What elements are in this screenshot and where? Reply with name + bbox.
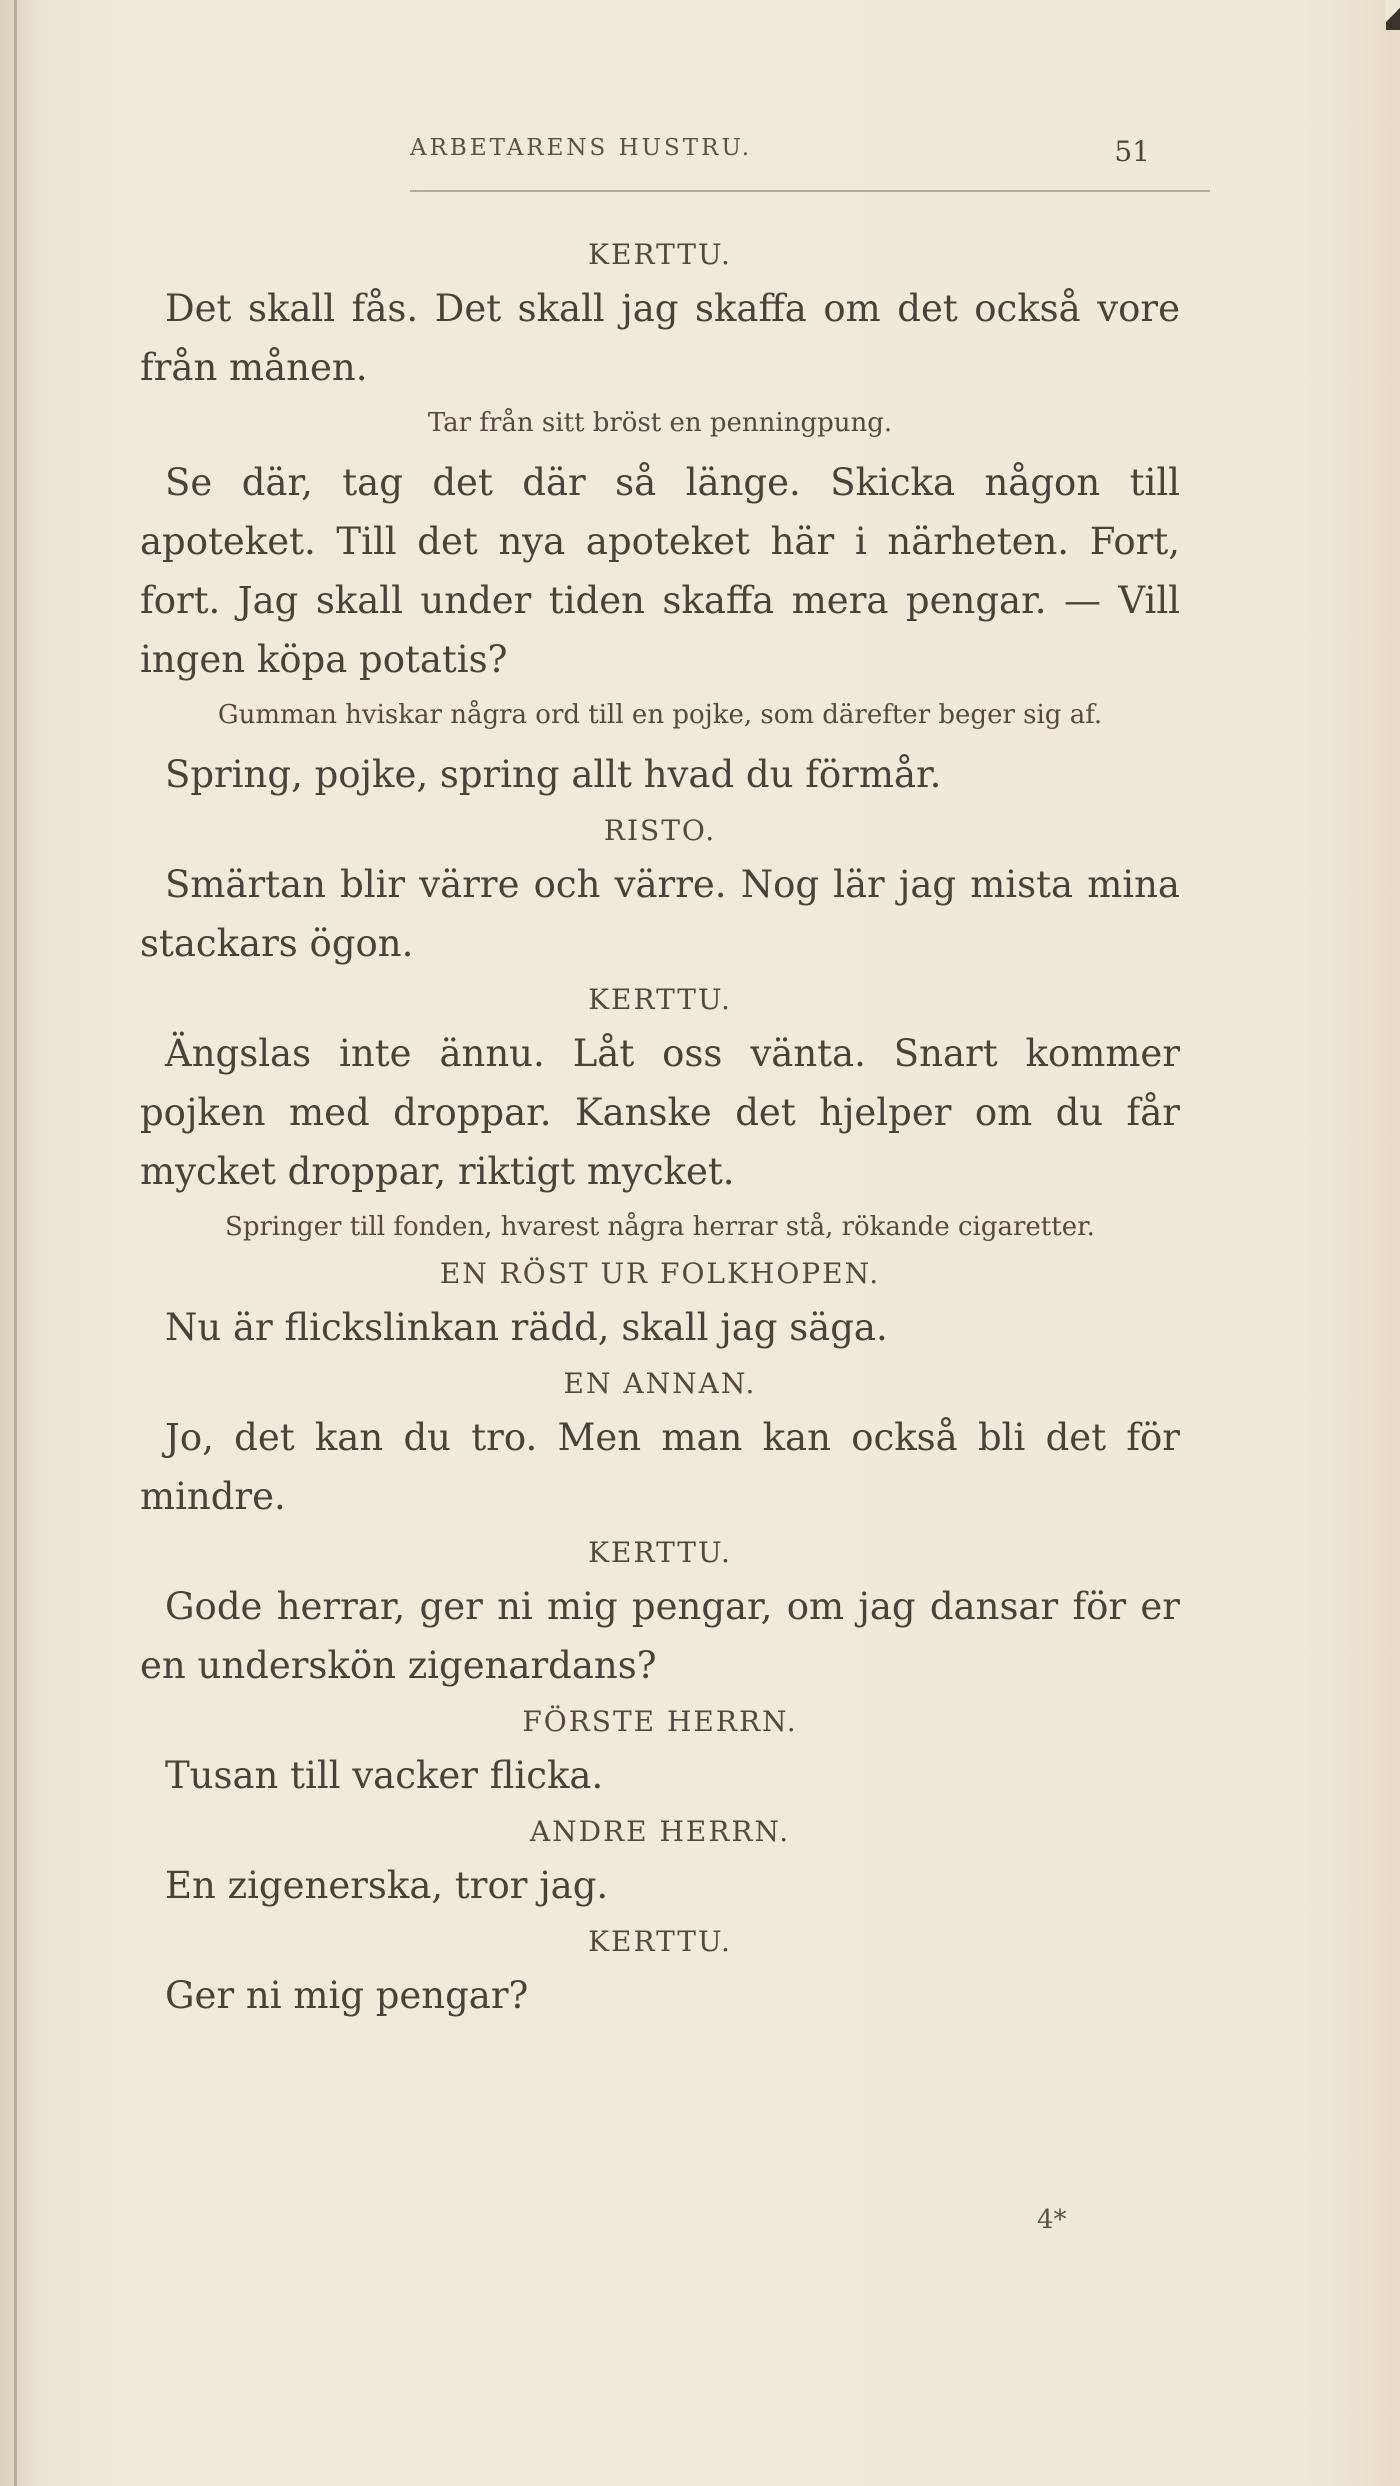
speech-text: Ängslas inte ännu. Låt oss vänta. Snart kommer pojken med droppar. Kanske det hjelper om du får mycket droppar, riktigt mycket.	[140, 1032, 1180, 1193]
speech-text: Spring, pojke, spring allt hvad du förmår.	[165, 753, 942, 796]
running-title: ARBETARENS HUSTRU.	[410, 135, 753, 161]
speech-text: Jo, det kan du tro. Men man kan också bli det för mindre.	[140, 1416, 1180, 1518]
speech-text: Tusan till vacker flicka.	[165, 1754, 604, 1797]
speaker-name: ANDRE HERRN.	[529, 1815, 791, 1848]
page-number: 51	[1114, 135, 1150, 168]
speaker-name: KERTTU.	[588, 1536, 732, 1569]
play-text	[140, 228, 1180, 2031]
speech-text: Nu är flickslinkan rädd, skall jag säga.	[165, 1306, 888, 1349]
speaker-name: KERTTU.	[588, 1925, 732, 1958]
header-rule	[410, 190, 1210, 192]
speech-text: Smärtan blir värre och värre. Nog lär jag mista mina stackars ögon.	[140, 863, 1180, 965]
stage-direction: Tar från sitt bröst en penningpung.	[427, 408, 893, 438]
signature-mark: 4*	[1037, 2205, 1067, 2235]
speaker-name: EN ANNAN.	[563, 1367, 757, 1400]
stage-direction: Springer till fonden, hvarest några herrar stå, rökande cigaretter.	[225, 1212, 1095, 1242]
speaker-name: RISTO.	[603, 814, 717, 847]
speaker-name: FÖRSTE HERRN.	[522, 1705, 798, 1738]
speech-text: Gode herrar, ger ni mig pengar, om jag dansar för er en underskön zigenardans?	[140, 1585, 1180, 1687]
speech-text: Det skall fås. Det skall jag skaffa om det också vore från månen.	[140, 287, 1180, 389]
stage-direction: Gumman hviskar några ord till en pojke, som därefter beger sig af.	[217, 700, 1103, 730]
speech-text: Ger ni mig pengar?	[165, 1974, 529, 2017]
binding-edge	[14, 0, 17, 2486]
speaker-name: KERTTU.	[588, 238, 732, 271]
speech-text: En zigenerska, tror jag.	[165, 1864, 609, 1907]
speaker-name: EN RÖST UR FOLKHOPEN.	[439, 1257, 881, 1290]
speaker-name: KERTTU.	[588, 983, 732, 1016]
speech-text: Se där, tag det där så länge. Skicka någon till apoteket. Till det nya apoteket här i närheten. Fort, fort. Jag skall under tiden skaffa mera pengar. — Vill ingen köpa potatis?	[140, 461, 1180, 681]
page-corner	[1386, 0, 1400, 30]
running-header	[410, 135, 1150, 175]
